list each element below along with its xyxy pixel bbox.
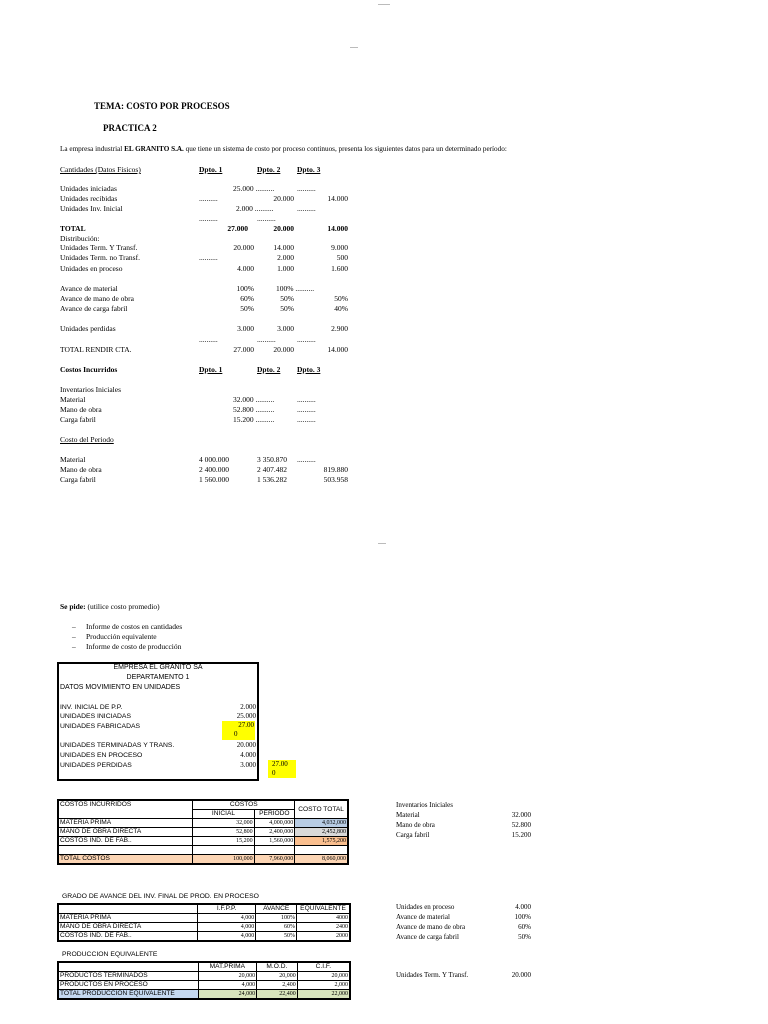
box-fabricadas-value-a: 27.00 [238, 721, 254, 729]
cant-row-d1: 50% [240, 304, 254, 313]
page-mark-top [378, 4, 390, 5]
side-inv-value: 52.800 [511, 821, 531, 829]
page-mark-header [350, 47, 358, 48]
cell-equivalente: 2000 [297, 932, 350, 942]
table-row [58, 828, 348, 837]
periodo-row-label: Carga fabril [60, 475, 96, 484]
side-proc-label: Avance de carga fabril [396, 933, 459, 941]
inv-row-label: Mano de obra [60, 405, 102, 414]
cell-label: COSTOS IND. DE FAB.. [58, 932, 197, 942]
cant-row-label: Avance de mano de obra [60, 294, 134, 303]
periodo-row-d3: 819.880 [323, 465, 348, 474]
cant-row-d2: .......... [297, 184, 316, 193]
cell-label: TOTAL PRODUCCION EQUIVALENTE [58, 990, 198, 1000]
grado-header: AVANCE [256, 904, 297, 914]
list-item: – Informe de costos en cantidades [72, 622, 182, 632]
intro-post: que tiene un sistema de costo por proceso continuos, presenta los siguientes datos para un determinado período: [183, 145, 507, 153]
box-title-movimiento: DATOS MOVIMIENTO EN UNIDADES [60, 684, 181, 691]
cant-row-label: Unidades recibidas [60, 194, 118, 203]
cell-label: MATERIA PRIMA [58, 819, 193, 828]
box-terminadas-value: 20.000 [236, 741, 256, 749]
cant-row-label: Unidades Term. no Transf. [60, 253, 140, 262]
cell-periodo: 7,960,000 [254, 855, 295, 865]
cell-inicial: 52,800 [193, 828, 254, 837]
table-row [58, 923, 350, 932]
prod-header: C.I.F. [297, 962, 350, 972]
periodo-row-d2: 3 350.870 [257, 455, 287, 464]
periodo-row-d1: 4 000.000 [199, 455, 229, 464]
cant-row-d2: 20.000 [273, 345, 294, 354]
cant-row-d3: 14.000 [327, 194, 348, 203]
cant-row-d1: 25.000 .......... [233, 184, 275, 193]
cant-row-d2: 2.000 [277, 253, 294, 262]
cant-total-d2: 20.000 [273, 224, 294, 233]
table-row [58, 837, 348, 846]
cant-row-label: Unidades iniciadas [60, 184, 117, 193]
inv-row-d2: .......... [297, 395, 316, 404]
cant-row-label: TOTAL RENDIR CTA. [60, 345, 132, 354]
cell-total: 4,032,000 [295, 819, 348, 828]
cant-row-label: Avance de material [60, 284, 118, 293]
prod-corner [58, 962, 198, 972]
inv-row-label: Material [60, 395, 86, 404]
cell-cif: 22,000 [297, 990, 350, 1000]
periodo-row-label: Material [60, 455, 86, 464]
list-item: – Producción equivalente [72, 632, 182, 642]
box-iniciadas-value: 25.000 [236, 712, 256, 720]
cell-periodo: 2,400,000 [254, 828, 295, 837]
grado-header: EQUIVALENTE [297, 904, 350, 914]
practice-title: PRACTICA 2 [103, 123, 157, 133]
cell-mp: 24,000 [198, 990, 257, 1000]
table-row [58, 981, 350, 990]
costos-table-subheader: PERIODO [254, 810, 295, 819]
cant-row-d1: 3.000 [237, 324, 254, 333]
box-perdidas-value: 3.000 [240, 761, 256, 769]
cant-total-d3: 14.000 [327, 224, 348, 233]
cant-dept2-header: Dpto. 2 [257, 165, 281, 174]
side-proc-value: 100% [514, 913, 531, 921]
cant-row-d1: 60% [240, 294, 254, 303]
prod-header: MAT.PRIMA [198, 962, 257, 972]
cell-total: 8,060,000 [295, 855, 348, 865]
inv-heading: Inventarios Iniciales [60, 385, 122, 394]
grado-corner [58, 904, 197, 914]
side-term-value: 20.000 [511, 971, 531, 979]
costos-table-header: COSTO TOTAL [295, 800, 348, 819]
cell-cif: 2,000 [297, 981, 350, 990]
cell-periodo: 4,000,000 [254, 819, 295, 828]
cant-row-d1: .......... [199, 214, 218, 223]
cant-row-d1: .......... [199, 335, 218, 344]
side-inv-label: Carga fabril [396, 831, 430, 839]
side-inv-label: Material [396, 811, 420, 819]
cant-row-d2: .......... [257, 214, 276, 223]
cell-label: MANO DE OBRA DIRECTA [58, 828, 193, 837]
cell-ifpp: 4,000 [197, 923, 255, 932]
side-proc-value: 50% [518, 933, 531, 941]
page-break-mark [378, 543, 386, 544]
box-title-company: EMPRESA EL GRANITO SA [113, 664, 203, 671]
cant-row-d3: 500 [336, 253, 348, 262]
periodo-row-d2: 2 407.482 [257, 465, 287, 474]
table-row-spacer [58, 846, 348, 855]
cell-mp: 4,000 [198, 981, 257, 990]
cant-row-label: Distribución: [60, 234, 100, 243]
box-title-dept: DEPARTAMENTO 1 [126, 674, 190, 681]
side-proc-label: Unidades en proceso [396, 903, 455, 911]
cant-row-d2: 100% .......... [276, 284, 315, 293]
cant-row-d2: .......... [257, 335, 276, 344]
cell-total: 2,452,800 [295, 828, 348, 837]
inv-row-d2: .......... [297, 405, 316, 414]
cell-mod: 22,400 [257, 990, 298, 1000]
cant-row-d1: 2.000 .......... [236, 204, 274, 213]
produccion-equivalente-table [57, 961, 351, 1000]
list-item: – Informe de costo de producción [72, 642, 182, 652]
inv-row-d1: 32.000 .......... [233, 395, 275, 404]
cell-mod: 2,400 [257, 981, 298, 990]
cell-ifpp: 4,000 [197, 932, 255, 942]
cant-row-d3: 50% [334, 294, 348, 303]
cell-equivalente: 2400 [297, 923, 350, 932]
cell-cif: 20,000 [297, 972, 350, 981]
cell-mp: 20,000 [198, 972, 257, 981]
table-row [58, 819, 348, 828]
cant-row-d1: 100% [236, 284, 254, 293]
cantidades-heading: Cantidades (Datos Físicos) [60, 165, 141, 174]
cell-periodo: 1,560,000 [254, 837, 295, 846]
box-proceso-label: UNIDADES EN PROCESO [60, 752, 143, 759]
costos-table-subheader: INICIAL [193, 810, 254, 819]
cant-row-d1: .......... [199, 194, 218, 203]
cant-row-d3: .......... [297, 335, 316, 344]
costos-heading: Costos Incurridos [60, 365, 118, 374]
se-pide-list [72, 622, 182, 652]
table-row [58, 914, 350, 923]
box-iniciadas-label: UNIDADES INICIADAS [60, 713, 132, 720]
intro-company: EL GRANITO S.A. [124, 145, 184, 153]
cant-row-d3: 14.000 [327, 345, 348, 354]
periodo-heading: Costo del Periodo [60, 435, 114, 444]
side-proc-value: 60% [518, 923, 531, 931]
box-proceso-value: 4.000 [240, 751, 256, 759]
cell-inicial: 100,000 [193, 855, 254, 865]
periodo-row-d3: 503.958 [323, 475, 348, 484]
inv-row-label: Carga fabril [60, 415, 96, 424]
periodo-row-label: Mano de obra [60, 465, 102, 474]
table-row-total [58, 990, 350, 1000]
cant-row-label: Unidades perdidas [60, 324, 116, 333]
cant-row-d2: .......... [297, 204, 316, 213]
cant-total-d1: 27.000 [227, 224, 248, 233]
cant-row-d1: 20.000 [233, 243, 254, 252]
cell-label: COSTOS IND. DE FAB.. [58, 837, 193, 846]
costos-dept2-header: Dpto. 2 [257, 365, 281, 374]
cant-row-d2: 20.000 [273, 194, 294, 203]
cell-label: MANO DE OBRA DIRECTA [58, 923, 197, 932]
prod-title: PRODUCCION EQUIVALENTE [62, 951, 158, 958]
cant-row-d3: 9.000 [331, 243, 348, 252]
periodo-row-d1: 2 400.000 [199, 465, 229, 474]
table-row [58, 972, 350, 981]
cell-avance: 60% [256, 923, 297, 932]
side-inv-value: 32.000 [511, 811, 531, 819]
se-pide [60, 602, 160, 612]
cell-equivalente: 4000 [297, 914, 350, 923]
box-total-value-a: 27.00 [272, 760, 288, 768]
cant-dept3-header: Dpto. 3 [297, 165, 321, 174]
prod-header: M.O.D. [257, 962, 298, 972]
periodo-row-d3: .......... [297, 455, 316, 464]
table-row-total [58, 855, 348, 865]
cant-row-d1: 4.000 [237, 264, 254, 273]
box-total-value-b: 0 [272, 769, 276, 777]
cant-row-label: Unidades Term. Y Transf. [60, 243, 138, 252]
cell-inicial: 15,200 [193, 837, 254, 846]
cant-row-d2: 14.000 [273, 243, 294, 252]
cell-label: MATERIA PRIMA [58, 914, 197, 923]
side-proc-label: Avance de material [396, 913, 450, 921]
cell-label: TOTAL COSTOS [58, 855, 193, 865]
inv-row-d2: .......... [297, 415, 316, 424]
side-inv-label: Mano de obra [396, 821, 435, 829]
side-inv-heading: Inventarios Iniciales [396, 801, 453, 809]
inv-row-d1: 15.200 .......... [233, 415, 275, 424]
cant-row-d2: 50% [280, 294, 294, 303]
cell-total: 1,575,200 [295, 837, 348, 846]
cant-row-d2: 50% [280, 304, 294, 313]
side-proc-value: 4.000 [515, 903, 531, 911]
cant-row-label: Unidades en proceso [60, 264, 123, 273]
box-inv-inicial-label: INV. INICIAL DE P.P. [60, 704, 123, 711]
cant-row-label: Avance de carga fabril [60, 304, 128, 313]
costos-table-header: COSTOS INCURRIDOS [58, 800, 193, 819]
grado-title: GRADO DE AVANCE DEL INV. FINAL DE PROD. EN PROCESO [62, 893, 259, 900]
doc-title: TEMA: COSTO POR PROCESOS [94, 101, 230, 111]
periodo-row-d2: 1 536.282 [257, 475, 287, 484]
box-fabricadas-cell [222, 721, 255, 740]
grado-header: I.F.P.P. [197, 904, 255, 914]
box-terminadas-label: UNIDADES TERMINADAS Y TRANS. [60, 742, 175, 749]
cell-label: PRODUCTOS TERMINADOS [58, 972, 198, 981]
cell-label: PRODUCTOS EN PROCESO [58, 981, 198, 990]
cant-row-d2: 1.000 [277, 264, 294, 273]
periodo-row-d1: 1 560.000 [199, 475, 229, 484]
cant-row-d3: 40% [334, 304, 348, 313]
box-inv-inicial-value: 2.000 [240, 703, 256, 711]
costos-table-header: COSTOS [193, 800, 295, 810]
box-total-cell [268, 760, 296, 778]
side-term-label: Unidades Term. Y Transf. [396, 971, 469, 979]
table-row [58, 932, 350, 942]
costos-dept1-header: Dpto. 1 [199, 365, 223, 374]
se-pide-label: Se pide: [60, 602, 86, 611]
intro-pre: La empresa industrial [60, 145, 125, 153]
box-fabricadas-value-b: 0 [234, 730, 238, 738]
cant-row-d3: 2.900 [331, 324, 348, 333]
cant-row-d2: 3.000 [277, 324, 294, 333]
cant-row-d1: .......... [199, 253, 218, 262]
costos-incurridos-table [57, 799, 349, 865]
side-proc-label: Avance de mano de obra [396, 923, 466, 931]
intro-paragraph [60, 144, 507, 154]
box-perdidas-label: UNIDADES PERDIDAS [60, 762, 132, 769]
cell-mod: 20,000 [257, 972, 298, 981]
grado-avance-table [57, 903, 351, 942]
cell-avance: 100% [256, 914, 297, 923]
cant-dept1-header: Dpto. 1 [199, 165, 223, 174]
cant-total-label: TOTAL [60, 224, 86, 233]
box-fabricadas-label: UNIDADES FABRICADAS [60, 723, 141, 730]
se-pide-note: (utilice costo promedio) [85, 602, 160, 611]
inv-row-d1: 52.800 .......... [233, 405, 275, 414]
cant-row-d1: 27.000 [233, 345, 254, 354]
side-inv-value: 15.200 [511, 831, 531, 839]
cell-ifpp: 4,000 [197, 914, 255, 923]
cell-avance: 50% [256, 932, 297, 942]
costos-dept3-header: Dpto. 3 [297, 365, 321, 374]
cant-row-label: Unidades Inv. Inicial [60, 204, 123, 213]
cell-inicial: 32,000 [193, 819, 254, 828]
cant-row-d3: 1.600 [331, 264, 348, 273]
